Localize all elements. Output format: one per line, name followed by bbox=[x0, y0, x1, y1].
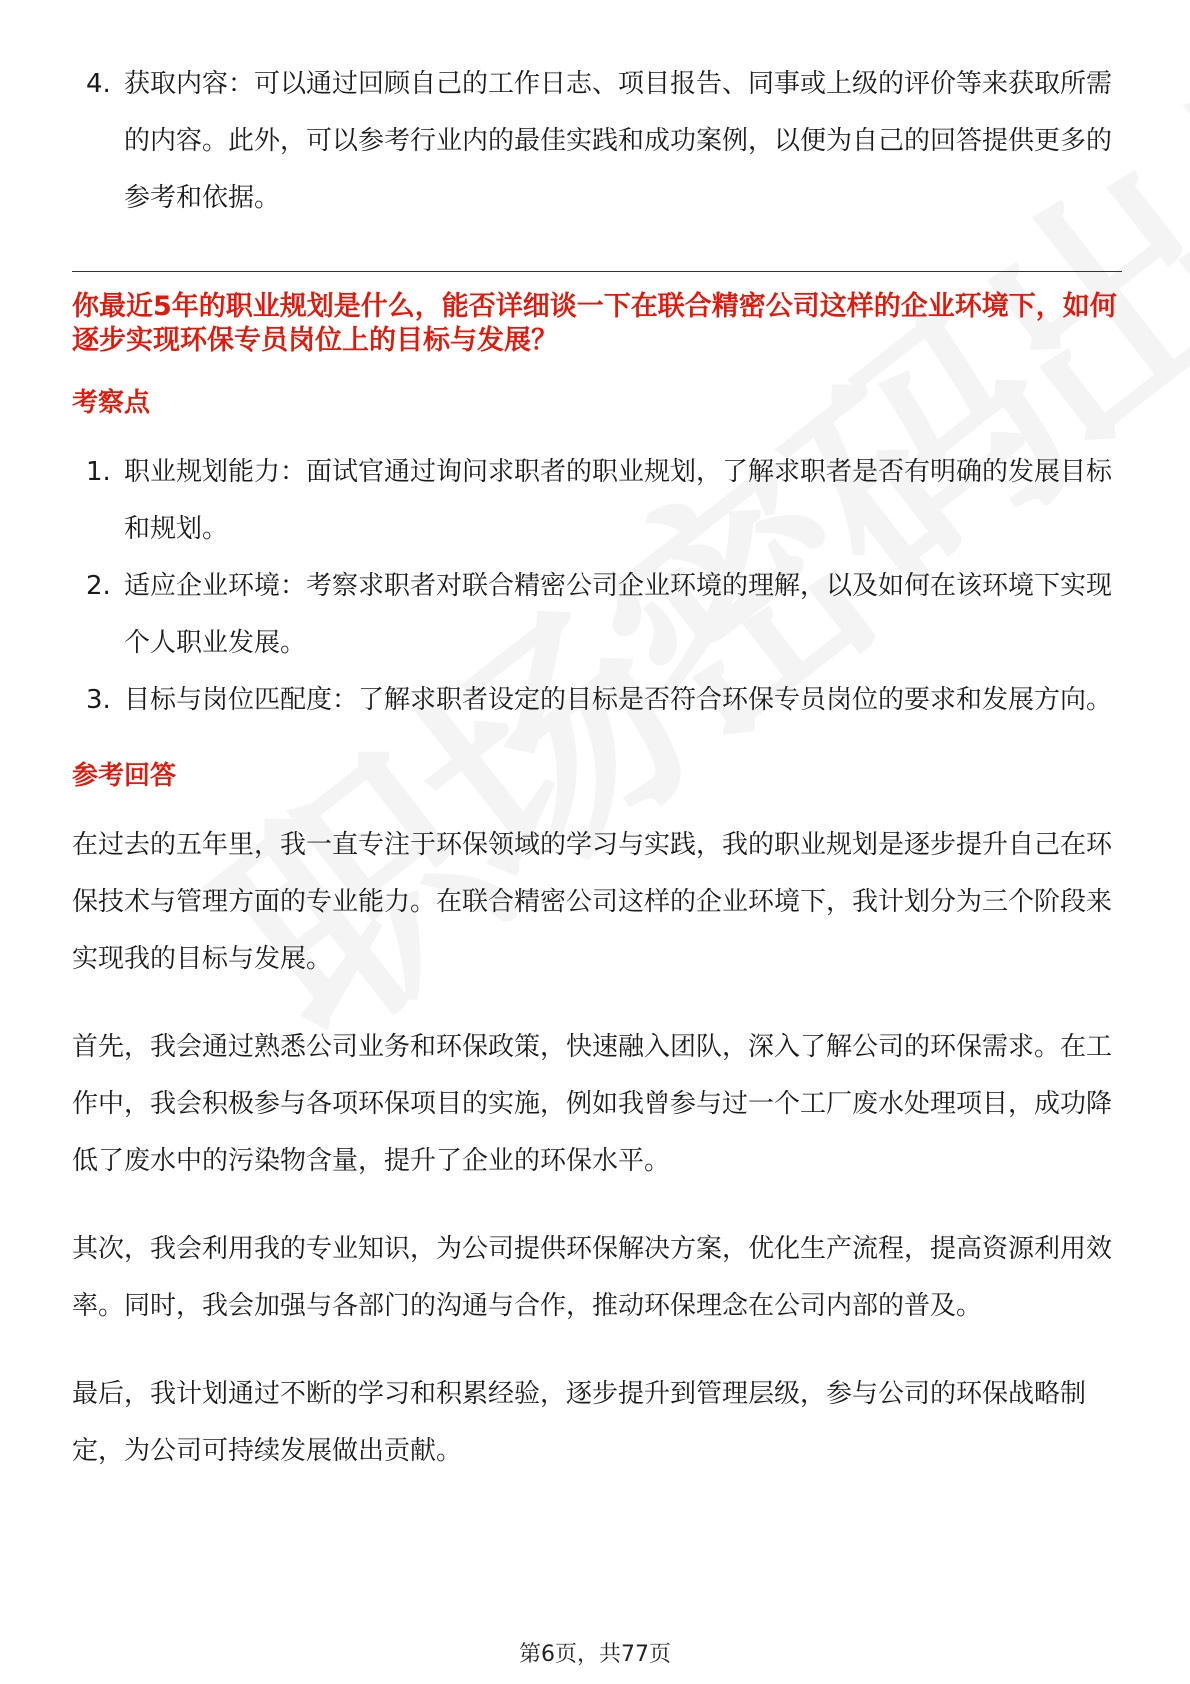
list-item bbox=[72, 672, 1122, 729]
list-item-number: 1. bbox=[86, 457, 111, 487]
answer-label: 参考回答 bbox=[72, 761, 177, 791]
question-heading: 你最近5年的职业规划是什么，能否详细谈一下在联合精密公司这样的企业环境下，如何逐步实现环保专员岗位上的目标与发展？ bbox=[72, 291, 1117, 356]
list-item-text: 目标与岗位匹配度：了解求职者设定的目标是否符合环保专员岗位的要求和发展方向。 bbox=[124, 685, 1113, 715]
list-item bbox=[72, 56, 1122, 227]
list-item-text: 适应企业环境：考察求职者对联合精密公司企业环境的理解，以及如何在该环境下实现个人职业发展。 bbox=[124, 571, 1113, 658]
answer-paragraph: 其次，我会利用我的专业知识，为公司提供环保解决方案，优化生产流程，提高资源利用效率。同时，我会加强与各部门的沟通与合作，推动环保理念在公司内部的普及。 bbox=[72, 1234, 1113, 1321]
list-item-number: 4. bbox=[86, 69, 111, 99]
page-content bbox=[72, 56, 1122, 1511]
answer-paragraph: 最后，我计划通过不断的学习和积累经验，逐步提升到管理层级，参与公司的环保战略制定，为公司可持续发展做出贡献。 bbox=[72, 1379, 1087, 1466]
top-list bbox=[72, 56, 1122, 227]
section-divider bbox=[72, 271, 1122, 272]
list-item-number: 3. bbox=[86, 685, 111, 715]
exam-points-list bbox=[72, 444, 1122, 729]
list-item bbox=[72, 558, 1122, 672]
page-number: 第6页，共77页 bbox=[519, 1642, 671, 1667]
answer-paragraph: 在过去的五年里，我一直专注于环保领域的学习与实践，我的职业规划是逐步提升自己在环保技术与管理方面的专业能力。在联合精密公司这样的企业环境下，我计划分为三个阶段来实现我的目标与发展。 bbox=[72, 830, 1113, 974]
list-item-text: 获取内容：可以通过回顾自己的工作日志、项目报告、同事或上级的评价等来获取所需的内容。此外，可以参考行业内的最佳实践和成功案例，以便为自己的回答提供更多的参考和依据。 bbox=[124, 69, 1113, 213]
answer-paragraph: 首先，我会通过熟悉公司业务和环保政策，快速融入团队，深入了解公司的环保需求。在工作中，我会积极参与各项环保项目的实施，例如我曾参与过一个工厂废水处理项目，成功降低了废水中的污染物含量，提升了企业的环保水平。 bbox=[72, 1032, 1113, 1176]
list-item bbox=[72, 444, 1122, 558]
list-item-text: 职业规划能力：面试官通过询问求职者的职业规划，了解求职者是否有明确的发展目标和规划。 bbox=[124, 457, 1113, 544]
exam-points-label: 考察点 bbox=[72, 388, 151, 418]
list-item-number: 2. bbox=[86, 571, 111, 601]
